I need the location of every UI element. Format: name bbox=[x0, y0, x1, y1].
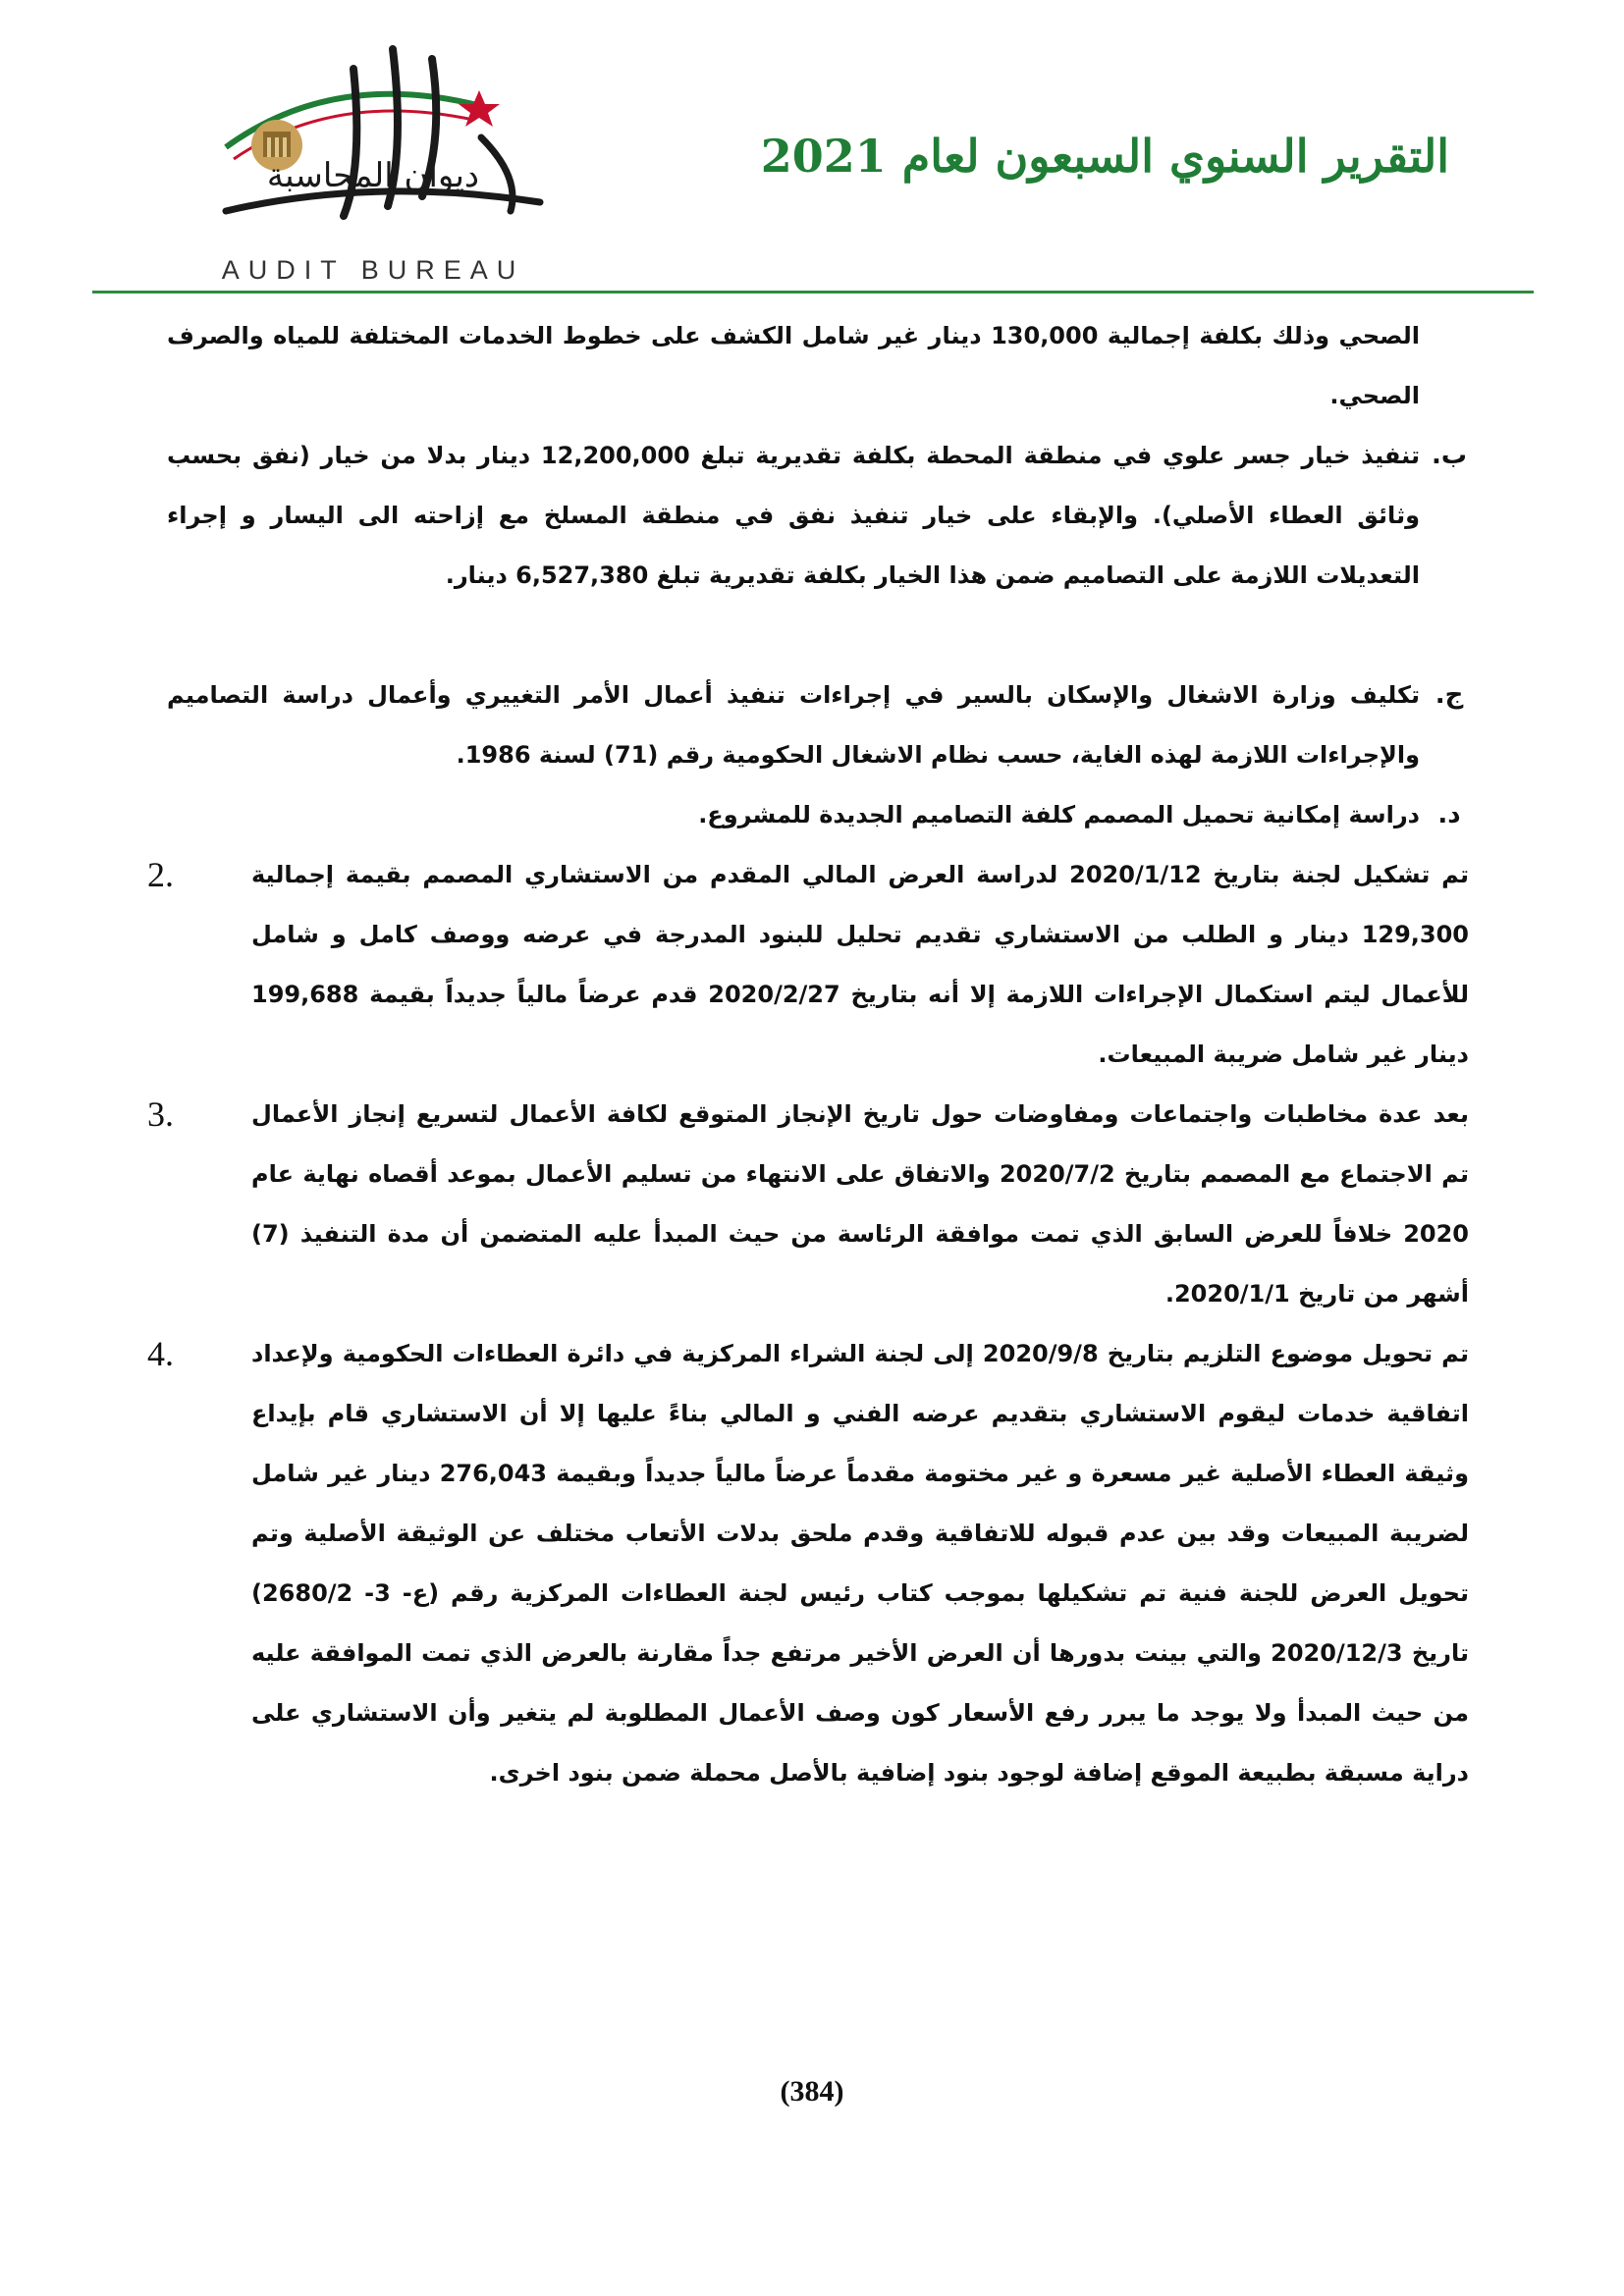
numbered-item-marker: 4. bbox=[147, 1334, 174, 1373]
continuation-paragraph: الصحي وذلك بكلفة إجمالية 130,000 دينار غير شامل الكشف على خطوط الخدمات المختلفة للمياه والصرف الصحي. bbox=[167, 322, 1420, 409]
sub-item-text: تنفيذ خيار جسر علوي في منطقة المحطة بكلفة تقديرية تبلغ 12,200,000 دينار بدلا من خيار (نفق بحسب وثائق العطاء الأصلي). والإبقاء على خيار تنفيذ نفق في منطقة المسلخ مع إزاحته الى اليسار و إجراء التعديلات اللازمة على التصاميم ضمن هذا الخيار بكلفة تقديرية تبلغ 6,527,380 دينار. bbox=[167, 442, 1420, 589]
numbered-item-text: تم تشكيل لجنة بتاريخ 2020/1/12 لدراسة العرض المالي المقدم من الاستشاري المصمم بقيمة إجمالية 129,300 دينار و الطلب من الاستشاري تقديم تحليل للبنود المدرجة في عرضه ووصف كامل و شامل للأعمال ليتم استكمال الإجراءات اللازمة إلا أنه بتاريخ 2020/2/27 قدم عرضاً مالياً جديداً بقيمة 199,688 دينار غير شامل ضريبة المبيعات. bbox=[251, 861, 1470, 1068]
numbered-item-marker: 3. bbox=[147, 1095, 174, 1134]
sub-item-marker: ج. bbox=[1435, 680, 1464, 710]
report-title: التقرير السنوي السبعون لعام 2021 bbox=[760, 130, 1449, 183]
report-body bbox=[147, 306, 1470, 1926]
sub-item-marker: ب. bbox=[1431, 441, 1467, 470]
page-header bbox=[0, 0, 1624, 294]
logo-subtitle: AUDIT BUREAU bbox=[221, 255, 525, 285]
page-number: (384) bbox=[780, 2075, 844, 2108]
sub-item-marker: د. bbox=[1437, 800, 1461, 829]
header-divider bbox=[92, 291, 1534, 294]
audit-bureau-logo bbox=[187, 29, 560, 285]
numbered-item-text: بعد عدة مخاطبات واجتماعات ومفاوضات حول تاريخ الإنجاز المتوقع لكافة الأعمال لتسريع إنجاز الأعمال تم الاجتماع مع المصمم بتاريخ 2020/7/2 والاتفاق على الانتهاء من تسليم الأعمال بموعد أقصاه نهاية عام 2020 خلافاً للعرض السابق الذي تمت موافقة الرئاسة من حيث المبدأ عليه المتضمن أن مدة التنفيذ (7) أشهر من تاريخ 2020/1/1. bbox=[251, 1100, 1469, 1308]
sub-item-text: تكليف وزارة الاشغال والإسكان بالسير في إجراءات تنفيذ أعمال الأمر التغييري وأعمال دراسة التصاميم والإجراءات اللازمة لهذه الغاية، حسب نظام الاشغال الحكومية رقم (71) لسنة 1986. bbox=[167, 681, 1420, 769]
logo-script-text: ديوان المحاسبة bbox=[266, 156, 480, 195]
numbered-item-marker: 2. bbox=[147, 855, 174, 894]
numbered-item-text: تم تحويل موضوع التلزيم بتاريخ 2020/9/8 إلى لجنة الشراء المركزية في دائرة العطاءات الحكومية ولإعداد اتفاقية خدمات ليقوم الاستشاري بتقديم عرضه الفني و المالي بناءً عليها إلا أن الاستشاري قام بإيداع وثيقة العطاء الأصلية غير مسعرة و غير مختومة مقدماً عرضاً مالياً جديداً وبقيمة 276,043 دينار غير شامل لضريبة المبيعات وقد بين عدم قبوله للاتفاقية وقدم ملحق بدلات الأتعاب مختلف عن الوثيقة الأصلية وتم تحويل العرض للجنة فنية تم تشكيلها بموجب كتاب رئيس لجنة العطاءات المركزية رقم (ع- 3- 2680/2) تاريخ 2020/12/3 والتي بينت بدورها أن العرض الأخير مرتفع جداً مقارنة بالعرض الذي تمت الموافقة عليه من حيث المبدأ ولا يوجد ما يبرر رفع الأسعار كون وصف الأعمال المطلوبة لم يتغير وأن الاستشاري على دراية مسبقة بطبيعة الموقع إضافة لوجود بنود إضافية بالأصل محملة ضمن بنود اخرى. bbox=[251, 1340, 1469, 1787]
logo-emblem-icon bbox=[187, 29, 560, 236]
sub-item-text: دراسة إمكانية تحميل المصمم كلفة التصاميم الجديدة للمشروع. bbox=[698, 801, 1420, 828]
